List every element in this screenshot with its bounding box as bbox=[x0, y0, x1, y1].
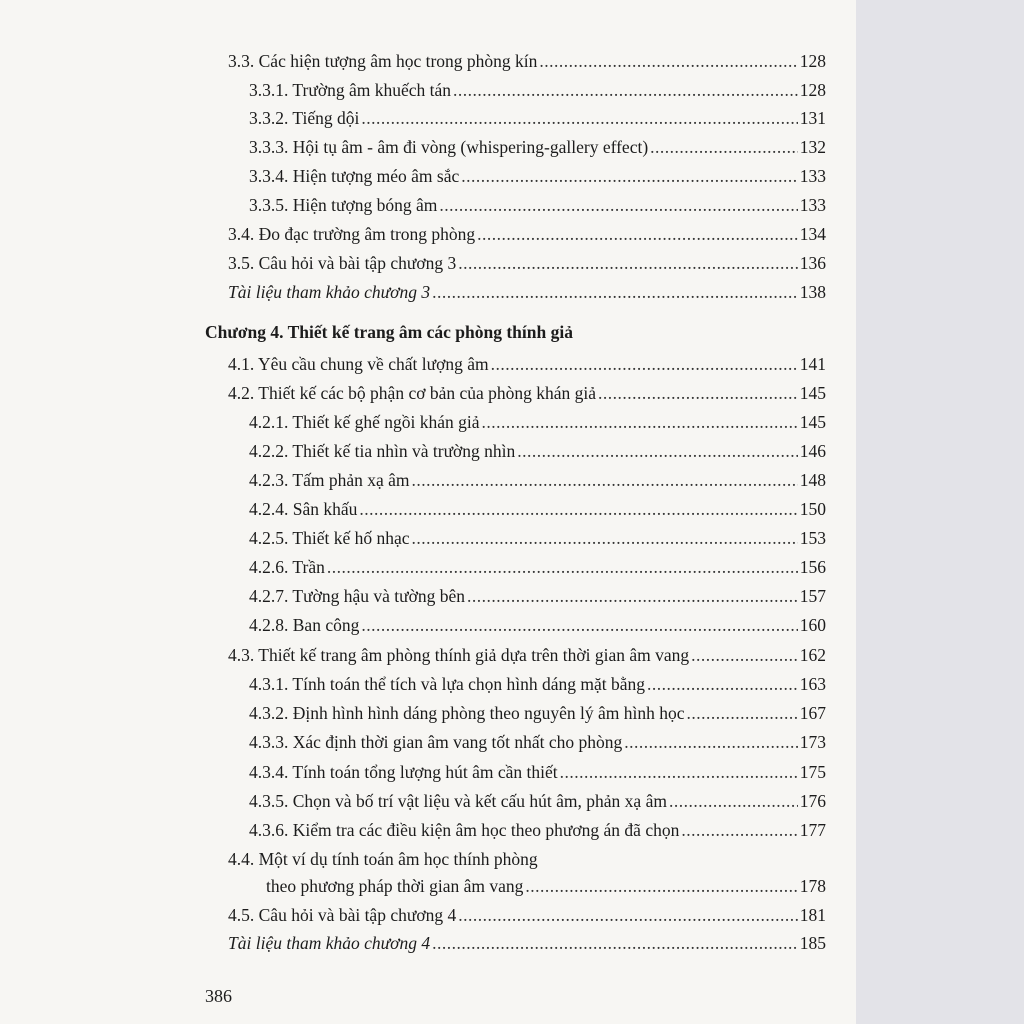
leader-dots bbox=[453, 76, 798, 104]
toc-entry-4-2-7[interactable]: 4.2.7. Tường hậu và tường bên ..... 157 bbox=[249, 582, 826, 610]
leader-dots bbox=[647, 670, 798, 698]
leader-dots bbox=[539, 47, 797, 75]
toc-entry-4-3-5[interactable]: 4.3.5. Chọn và bố trí vật liệu và kết cấu hút âm, phản xạ âm ..... 176 bbox=[249, 787, 826, 815]
toc-entry-3-3-3[interactable]: 3.3.3. Hội tụ âm - âm đi vòng (whispering-gallery effect) ..... 132 bbox=[249, 133, 826, 161]
leader-dots bbox=[491, 350, 798, 378]
leader-dots bbox=[461, 162, 798, 190]
leader-dots bbox=[482, 408, 798, 436]
toc-entry-4-3-6[interactable]: 4.3.6. Kiểm tra các điều kiện âm học theo phương án đã chọn ..... 177 bbox=[249, 816, 826, 844]
toc-entry-3-3-4[interactable]: 3.3.4. Hiện tượng méo âm sắc ..... 133 bbox=[249, 162, 826, 190]
page-number: 386 bbox=[205, 986, 232, 1006]
leader-dots bbox=[598, 379, 798, 407]
toc-entry-4-1[interactable]: 4.1. Yêu cầu chung về chất lượng âm ..... 141 bbox=[228, 350, 826, 378]
toc-entry-4-3-1[interactable]: 4.3.1. Tính toán thể tích và lựa chọn hình dáng mặt bằng ..... 163 bbox=[249, 670, 826, 698]
toc-entry-4-2-3[interactable]: 4.2.3. Tấm phản xạ âm ..... 148 bbox=[249, 466, 826, 494]
leader-dots bbox=[650, 133, 798, 161]
leader-dots bbox=[477, 220, 798, 248]
toc-entry-4-2-8[interactable]: 4.2.8. Ban công ..... 160 bbox=[249, 611, 826, 639]
leader-dots bbox=[525, 872, 797, 900]
toc-entry-4-3[interactable]: 4.3. Thiết kế trang âm phòng thính giả dựa trên thời gian âm vang ..... 162 bbox=[228, 641, 826, 669]
toc-entry-3-4[interactable]: 3.4. Đo đạc trường âm trong phòng ..... 134 bbox=[228, 220, 826, 248]
leader-dots bbox=[691, 641, 798, 669]
toc-entry-4-2-1[interactable]: 4.2.1. Thiết kế ghế ngồi khán giả ..... 145 bbox=[249, 408, 826, 436]
toc-entry-4-4[interactable]: 4.4. Một ví dụ tính toán âm học thính phòng bbox=[228, 849, 538, 869]
leader-dots bbox=[458, 901, 798, 929]
toc-entry-4-5[interactable]: 4.5. Câu hỏi và bài tập chương 4 ..... 181 bbox=[228, 901, 826, 929]
leader-dots bbox=[458, 249, 798, 277]
leader-dots bbox=[439, 191, 797, 219]
toc-entry-4-2-5[interactable]: 4.2.5. Thiết kế hố nhạc ..... 153 bbox=[249, 524, 826, 552]
chapter-4-heading[interactable]: Chương 4. Thiết kế trang âm các phòng thính giả bbox=[205, 322, 573, 342]
leader-dots bbox=[624, 728, 797, 756]
toc-entry-4-2-2[interactable]: 4.2.2. Thiết kế tia nhìn và trường nhìn ..... 146 bbox=[249, 437, 826, 465]
leader-dots bbox=[681, 816, 797, 844]
toc-entry-4-2-4[interactable]: 4.2.4. Sân khấu ..... 150 bbox=[249, 495, 826, 523]
leader-dots bbox=[560, 758, 798, 786]
toc-entry-4-3-2[interactable]: 4.3.2. Định hình hình dáng phòng theo nguyên lý âm hình học ..... 167 bbox=[249, 699, 826, 727]
leader-dots bbox=[327, 553, 798, 581]
leader-dots bbox=[359, 495, 797, 523]
leader-dots bbox=[361, 104, 797, 132]
leader-dots bbox=[467, 582, 798, 610]
toc-entry-3-3-2[interactable]: 3.3.2. Tiếng dội ..... 131 bbox=[249, 104, 826, 132]
toc-entry-4-3-3[interactable]: 4.3.3. Xác định thời gian âm vang tốt nhất cho phòng ..... 173 bbox=[249, 728, 826, 756]
toc-entry-3-3-1[interactable]: 3.3.1. Trường âm khuếch tán ..... 128 bbox=[249, 76, 826, 104]
leader-dots bbox=[669, 787, 798, 815]
leader-dots bbox=[432, 278, 798, 306]
toc-entry-3-3[interactable]: 3.3. Các hiện tượng âm học trong phòng kín ..... 128 bbox=[228, 47, 826, 75]
toc-entry-references-3[interactable]: Tài liệu tham khảo chương 3 ..... 138 bbox=[228, 278, 826, 306]
page-edge-background bbox=[856, 0, 1024, 1024]
leader-dots bbox=[432, 929, 798, 957]
toc-entry-4-4-continued[interactable]: theo phương pháp thời gian âm vang ..... 178 bbox=[266, 872, 826, 900]
leader-dots bbox=[687, 699, 798, 727]
leader-dots bbox=[412, 466, 798, 494]
leader-dots bbox=[517, 437, 797, 465]
toc-entry-4-2-6[interactable]: 4.2.6. Trần ..... 156 bbox=[249, 553, 826, 581]
leader-dots bbox=[412, 524, 798, 552]
toc-entry-3-5[interactable]: 3.5. Câu hỏi và bài tập chương 3 ..... 136 bbox=[228, 249, 826, 277]
leader-dots bbox=[361, 611, 797, 639]
toc-entry-4-3-4[interactable]: 4.3.4. Tính toán tổng lượng hút âm cần thiết ..... 175 bbox=[249, 758, 826, 786]
toc-entry-4-2[interactable]: 4.2. Thiết kế các bộ phận cơ bản của phòng khán giả ..... 145 bbox=[228, 379, 826, 407]
toc-entry-3-3-5[interactable]: 3.3.5. Hiện tượng bóng âm ..... 133 bbox=[249, 191, 826, 219]
toc-entry-references-4[interactable]: Tài liệu tham khảo chương 4 ..... 185 bbox=[228, 929, 826, 957]
